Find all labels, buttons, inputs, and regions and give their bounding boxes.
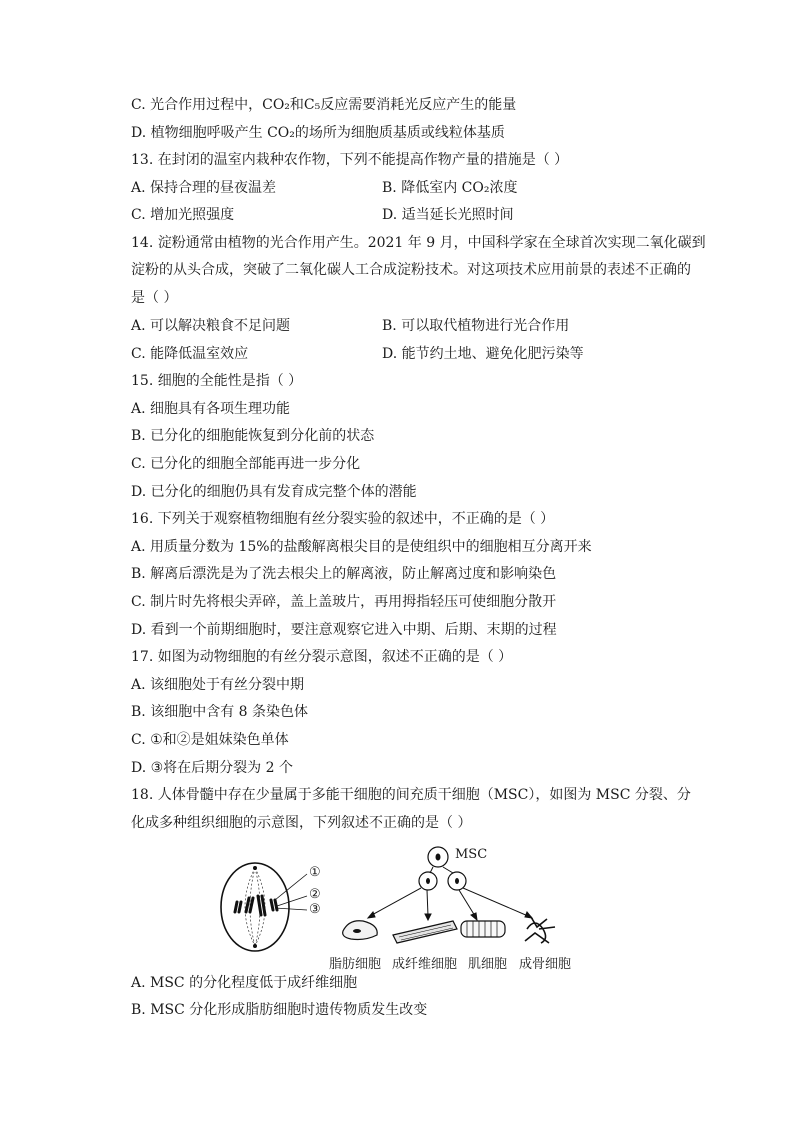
q17-option-b: B. 该细胞中含有 8 条染色体 bbox=[131, 704, 308, 720]
q18-stem-line1: 18. 人体骨髓中存在少量属于多能干细胞的间充质干细胞（MSC），如图为 MSC 分裂、分 bbox=[131, 787, 691, 803]
q17-option-a: A. 该细胞处于有丝分裂中期 bbox=[131, 677, 305, 693]
centriole-bottom bbox=[253, 944, 257, 948]
q13-option-a: A. 保持合理的昼夜温差 bbox=[131, 180, 277, 196]
differentiation-arrows bbox=[368, 888, 532, 920]
q17-stem: 17. 如图为动物细胞的有丝分裂示意图，叙述不正确的是（ ） bbox=[131, 649, 513, 665]
caption-fat-cell: 脂肪细胞 bbox=[329, 957, 382, 972]
q16-option-b: B. 解离后漂洗是为了洗去根尖上的解离液，防止解离过度和影响染色 bbox=[131, 566, 557, 582]
q13-stem: 13. 在封闭的温室内栽种农作物，下列不能提高作物产量的措施是（ ） bbox=[131, 152, 569, 168]
msc-label: MSC bbox=[455, 847, 488, 862]
pointer-line-3 bbox=[275, 908, 307, 910]
q18-stem-line2: 化成多种组织细胞的示意图，下列叙述不正确的是（ ） bbox=[131, 815, 472, 831]
q18-option-a: A. MSC 的分化程度低于成纤维细胞 bbox=[131, 975, 358, 991]
q13-option-c: C. 增加光照强度 bbox=[131, 207, 235, 223]
q12-option-c: C. 光合作用过程中，CO₂和C₅反应需要消耗光反应产生的能量 bbox=[131, 97, 517, 113]
q16-option-a: A. 用质量分数为 15%的盐酸解离根尖目的是使组织中的细胞相互分离开来 bbox=[131, 539, 592, 555]
q15-option-c: C. 已分化的细胞全部能再进一步分化 bbox=[131, 456, 361, 472]
q15-stem: 15. 细胞的全能性是指（ ） bbox=[131, 373, 303, 389]
q15-option-d: D. 已分化的细胞仍具有发育成完整个体的潜能 bbox=[131, 484, 417, 500]
q14-stem-line3: 是（ ） bbox=[131, 290, 178, 306]
q17-option-d: D. ③将在后期分裂为 2 个 bbox=[131, 760, 293, 776]
caption-muscle-cell: 肌细胞 bbox=[468, 957, 508, 972]
label-2: ② bbox=[309, 887, 321, 902]
q18-option-b: B. MSC 分化形成脂肪细胞时遗传物质发生改变 bbox=[131, 1002, 428, 1018]
muscle-cell bbox=[461, 921, 505, 937]
label-3: ③ bbox=[309, 902, 321, 917]
q14-option-a: A. 可以解决粮食不足问题 bbox=[131, 318, 291, 334]
q17-option-c: C. ①和②是姐妹染色单体 bbox=[131, 732, 289, 748]
cell-membrane bbox=[221, 863, 289, 951]
osteoblast bbox=[525, 917, 555, 943]
q14-option-c: C. 能降低温室效应 bbox=[131, 346, 249, 362]
label-1: ① bbox=[309, 865, 321, 880]
q13-option-b: B. 降低室内 CO₂浓度 bbox=[382, 180, 518, 196]
pointer-line-2 bbox=[277, 896, 307, 906]
q15-option-b: B. 已分化的细胞能恢复到分化前的状态 bbox=[131, 428, 375, 444]
q12-option-d: D. 植物细胞呼吸产生 CO₂的场所为细胞质基质或线粒体基质 bbox=[131, 125, 505, 141]
chromosomes bbox=[235, 896, 277, 915]
q16-option-c: C. 制片时先将根尖弄碎，盖上盖玻片，再用拇指轻压可使细胞分散开 bbox=[131, 594, 557, 610]
caption-osteoblast: 成骨细胞 bbox=[519, 957, 572, 972]
q16-stem: 16. 下列关于观察植物细胞有丝分裂实验的叙述中，不正确的是（ ） bbox=[131, 511, 555, 527]
caption-fibroblast: 成纤维细胞 bbox=[392, 957, 458, 972]
q14-stem-line2: 淀粉的从头合成，突破了二氧化碳人工合成淀粉技术。对这项技术应用前景的表述不正确的 bbox=[131, 262, 691, 278]
q14-option-d: D. 能节约土地、避免化肥污染等 bbox=[382, 346, 584, 362]
q14-stem-line1: 14. 淀粉通常由植物的光合作用产生。2021 年 9 月，中国科学家在全球首次实现二氧化碳到 bbox=[131, 235, 706, 251]
q13-option-d: D. 适当延长光照时间 bbox=[382, 207, 514, 223]
q15-option-a: A. 细胞具有各项生理功能 bbox=[131, 401, 291, 417]
q16-option-d: D. 看到一个前期细胞时，要注意观察它进入中期、后期、末期的过程 bbox=[131, 622, 557, 638]
q14-option-b: B. 可以取代植物进行光合作用 bbox=[382, 318, 570, 334]
centriole-top bbox=[253, 866, 257, 870]
